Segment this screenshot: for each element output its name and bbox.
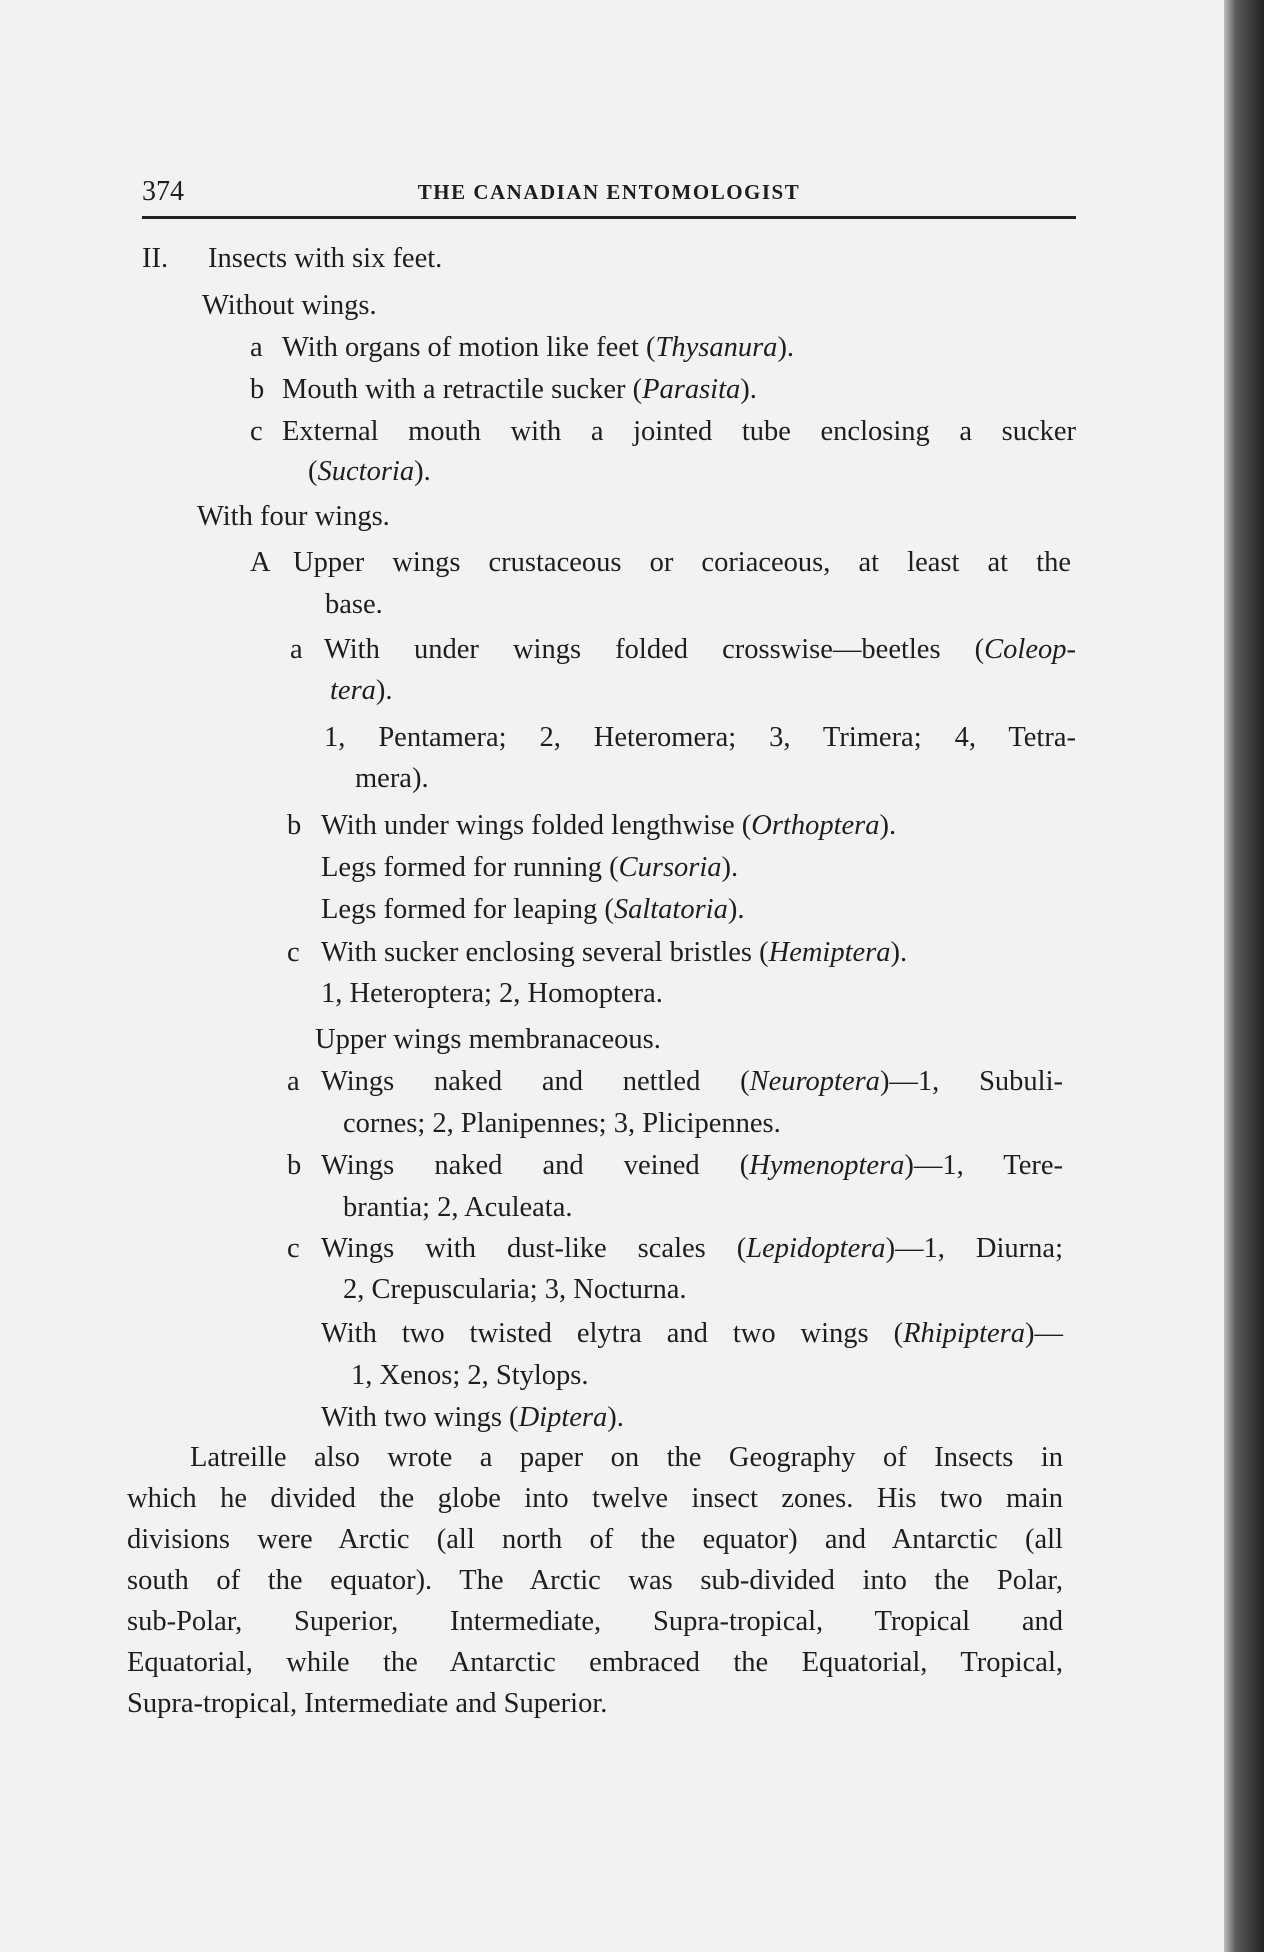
outline-line: 2, Crepuscularia; 3, Nocturna. [343,1274,687,1305]
page-number: 374 [142,176,184,207]
outline-marker: c [287,1233,300,1264]
taxon-name: Lepidoptera [746,1233,886,1264]
outline-marker: b [250,374,265,405]
line-text: Wings naked and nettled ( [321,1066,750,1097]
taxon-name: Parasita [642,374,741,405]
outline-marker: c [250,416,263,447]
outline-line [330,671,393,711]
running-title: THE CANADIAN ENTOMOLOGIST [417,180,801,204]
line-text: )—1, Tere- [904,1150,1063,1181]
line-text: With under wings folded crosswise—beetles ( [324,634,985,665]
body-paragraph [127,1437,1063,1724]
outline-line [321,806,896,846]
line-text: With organs of motion like feet ( [282,332,656,363]
outline-line: With four wings. [197,501,390,532]
outline-line: 1, Heteroptera; 2, Homoptera. [321,978,663,1009]
taxon-name: Hemiptera [768,937,891,968]
line-text: ). [777,332,795,363]
line-text: Legs formed for leaping ( [321,894,614,925]
outline-marker: b [287,810,302,841]
outline-line: mera). [355,763,429,794]
outline-marker: A [250,547,271,578]
taxon-name: Saltatoria [613,894,728,925]
outline-line [321,1229,1063,1269]
outline-marker: a [250,332,263,363]
outline-line: Insects with six feet. [208,243,443,274]
outline-line [321,890,744,930]
outline-line [321,933,907,973]
outline-line [324,630,1076,670]
outline-marker: c [287,937,300,968]
outline-line: Upper wings membranaceous. [315,1024,661,1055]
paragraph-line: divisions were Arctic (all north of the equator) and Antarctic (all [127,1524,1063,1555]
line-text: )—1, Subuli- [879,1066,1063,1097]
paragraph-line: sub-Polar, Superior, Intermediate, Supra-tropical, Tropical and [127,1606,1063,1637]
outline-line: Upper wings crustaceous or coriaceous, at least at the [293,547,1071,578]
taxon-name: Rhipiptera [903,1318,1025,1349]
outline-line: External mouth with a jointed tube enclosing a sucker [282,416,1076,447]
line-text: ( [308,456,318,487]
outline-line: brantia; 2, Aculeata. [343,1192,573,1223]
line-text: With under wings folded lengthwise ( [321,810,752,841]
taxon-name: tera [330,675,376,706]
line-text: ). [721,852,739,883]
outline-line: 1, Xenos; 2, Stylops. [351,1360,589,1391]
page-header [142,176,1076,219]
outline-line [308,452,431,492]
outline-marker: b [287,1150,302,1181]
paragraph-line: Supra-tropical, Intermediate and Superior. [127,1688,608,1719]
paragraph-line: south of the equator). The Arctic was sub-divided into the Polar, [127,1565,1063,1596]
paragraph-line: which he divided the globe into twelve insect zones. His two main [127,1483,1063,1514]
line-text: Mouth with a retractile sucker ( [282,374,643,405]
line-text: ). [414,456,431,487]
book-edge [1224,0,1264,1952]
line-text: ). [727,894,745,925]
outline-line [321,1062,1063,1102]
line-text: Wings naked and veined ( [321,1150,750,1181]
line-text: )—1, Diurna; [885,1233,1063,1264]
line-text: ). [607,1402,624,1433]
outline-line: cornes; 2, Planipennes; 3, Plicipennes. [343,1108,781,1139]
outline-line [321,1398,624,1438]
paragraph-line: Latreille also wrote a paper on the Geography of Insects in [190,1442,1063,1473]
outline-line: 1, Pentamera; 2, Heteromera; 3, Trimera; 4, Tetra- [324,722,1076,753]
line-text: Wings with dust-like scales ( [321,1233,747,1264]
outline-line [321,848,738,888]
outline-marker: a [287,1066,300,1097]
outline-line [282,328,794,368]
taxon-name: Hymenoptera [749,1150,905,1181]
taxon-name: Thysanura [655,332,778,363]
line-text: )— [1025,1318,1063,1349]
taxon-name: Suctoria [317,456,415,487]
line-text: With sucker enclosing several bristles ( [321,937,769,968]
outline-line: Without wings. [202,290,377,321]
taxon-name: Coleop- [984,634,1076,665]
line-text: ). [879,810,897,841]
outline-marker: II. [142,243,169,274]
taxon-name: Neuroptera [749,1066,880,1097]
line-text: Legs formed for running ( [321,852,619,883]
taxon-name: Diptera [518,1402,608,1433]
taxon-name: Cursoria [618,852,722,883]
line-text: With two twisted elytra and two wings ( [321,1318,904,1349]
outline-marker: a [290,634,303,665]
outline-line: base. [325,589,383,620]
line-text: ). [890,937,908,968]
outline-line [321,1146,1063,1186]
taxon-name: Orthoptera [751,810,880,841]
paragraph-line: Equatorial, while the Antarctic embraced the Equatorial, Tropical, [127,1647,1063,1678]
line-text: ). [375,675,393,706]
line-text: With two wings ( [321,1402,519,1433]
outline-line [282,370,757,410]
line-text: ). [740,374,757,405]
outline-line [321,1314,1063,1354]
